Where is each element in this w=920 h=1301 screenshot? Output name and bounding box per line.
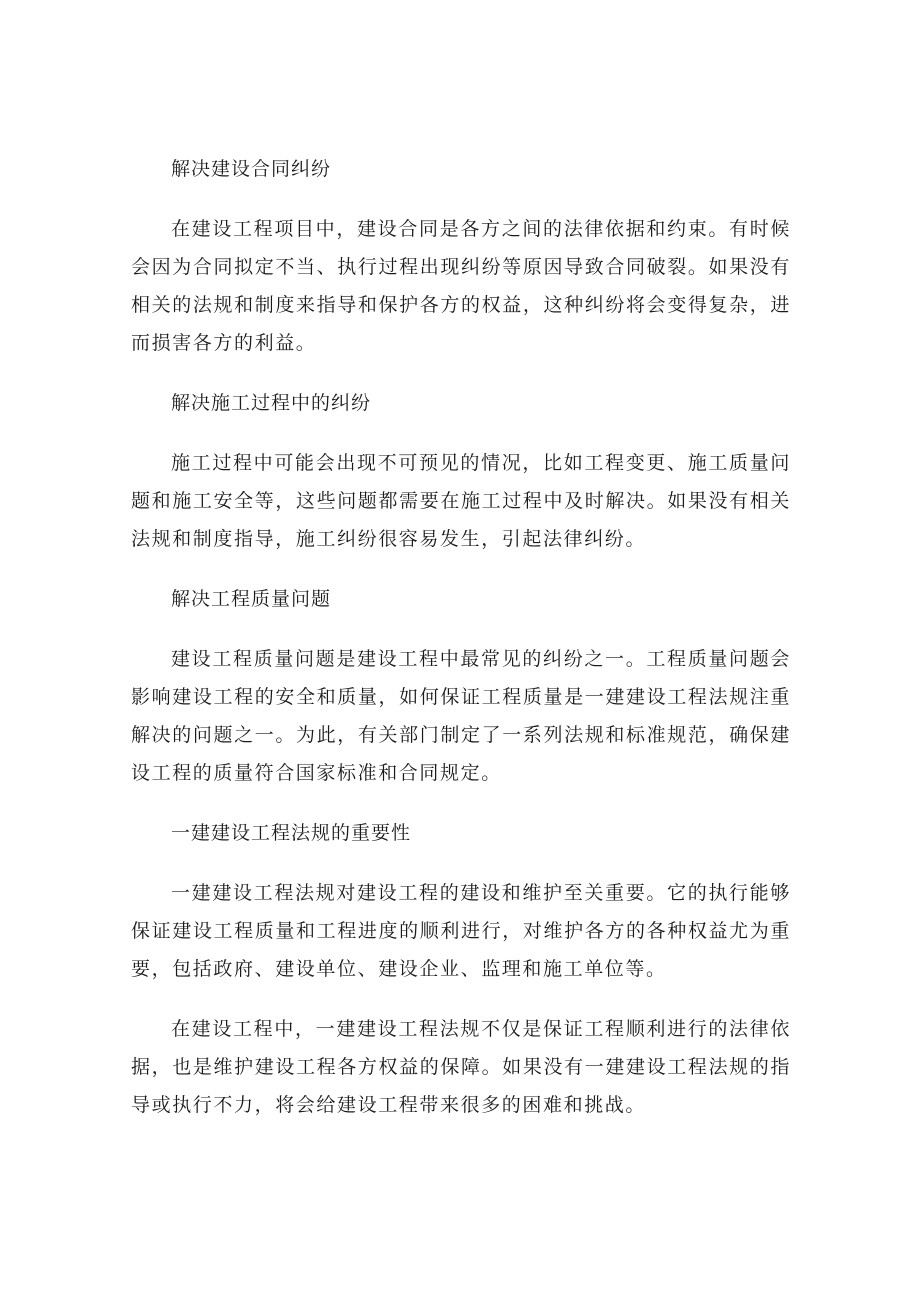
section-heading: 解决工程质量问题 (171, 588, 332, 610)
section-paragraph: 一建建设工程法规对建设工程的建设和维护至关重要。它的执行能够保证建设工程质量和工程进度的顺利进行，对维护各方的各种权益尤为重要，包括政府、建设单位、建设企业、监理和施工单位等。 (131, 882, 791, 980)
document-body (131, 150, 791, 1124)
section-paragraph: 建设工程质量问题是建设工程中最常见的纠纷之一。工程质量问题会影响建设工程的安全和质量，如何保证工程质量是一建建设工程法规注重解决的问题之一。为此，有关部门制定了一系列法规和标准规范，确保建设工程的质量符合国家标准和合同规定。 (131, 648, 791, 784)
closing-paragraph: 在建设工程中，一建建设工程法规不仅是保证工程顺利进行的法律依据，也是维护建设工程各方权益的保障。如果没有一建建设工程法规的指导或执行不力，将会给建设工程带来很多的困难和挑战。 (131, 1018, 791, 1116)
section-paragraph: 施工过程中可能会出现不可预见的情况，比如工程变更、施工质量问题和施工安全等，这些问题都需要在施工过程中及时解决。如果没有相关法规和制度指导，施工纠纷很容易发生，引起法律纠纷。 (131, 452, 791, 550)
section-paragraph: 在建设工程项目中，建设合同是各方之间的法律依据和约束。有时候会因为合同拟定不当、执行过程出现纠纷等原因导致合同破裂。如果没有相关的法规和制度来指导和保护各方的权益，这种纠纷将会变得复杂，进而损害各方的利益。 (131, 218, 791, 354)
section-heading: 解决建设合同纠纷 (171, 158, 332, 180)
section-heading: 解决施工过程中的纠纷 (171, 392, 372, 414)
section-heading: 一建建设工程法规的重要性 (171, 822, 412, 844)
